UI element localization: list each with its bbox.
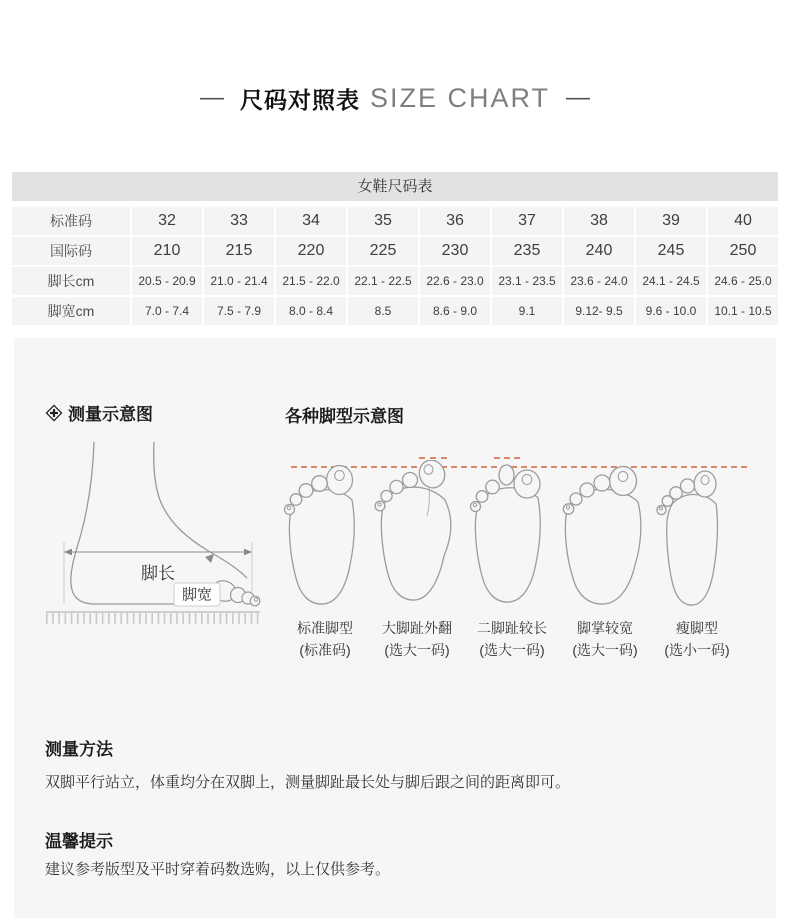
- diamond-plus-icon: [45, 404, 63, 422]
- table-cell: 32: [132, 207, 202, 235]
- table-cell: 240: [564, 237, 634, 265]
- foot-type-name: 标准脚型: [297, 620, 353, 636]
- row-label-standard-size: 标准码: [12, 207, 130, 235]
- table-cell: 8.6 - 9.0: [420, 297, 490, 325]
- foot-measurement-diagram: [38, 442, 268, 637]
- foot-type-name: 大脚趾外翻: [382, 620, 452, 636]
- foot-wide-illustration: [560, 464, 650, 614]
- method-body: 双脚平行站立，体重均分在双脚上，测量脚趾最长处与脚后跟之间的距离即可。: [45, 774, 571, 791]
- title-dash-right: —: [566, 84, 591, 111]
- foot-type-advice: (选小一码): [664, 642, 730, 658]
- foot-type-advice: (标准码): [299, 642, 351, 658]
- row-label-international-size: 国际码: [12, 237, 130, 265]
- overhang-dash-mark: [419, 457, 447, 459]
- table-cell: 35: [348, 207, 418, 235]
- table-cell: 7.5 - 7.9: [204, 297, 274, 325]
- measurement-section-heading: [45, 400, 153, 425]
- table-cell: 21.5 - 22.0: [276, 267, 346, 295]
- table-cell: 9.6 - 10.0: [636, 297, 706, 325]
- page-title: [0, 80, 790, 116]
- row-label-foot-width: 脚宽cm: [12, 297, 130, 325]
- table-cell: 24.6 - 25.0: [708, 267, 778, 295]
- table-cell: 40: [708, 207, 778, 235]
- foot-type-advice: (选大一码): [479, 642, 545, 658]
- table-cell: 34: [276, 207, 346, 235]
- table-cell: 38: [564, 207, 634, 235]
- table-cell: 9.12- 9.5: [564, 297, 634, 325]
- table-cell: 8.0 - 8.4: [276, 297, 346, 325]
- table-cell: 250: [708, 237, 778, 265]
- foot-length-label: 脚长: [141, 564, 175, 583]
- foot-standard-illustration: [281, 464, 371, 614]
- table-cell: 225: [348, 237, 418, 265]
- table-cell: 245: [636, 237, 706, 265]
- foot-type-name: 脚掌较宽: [577, 620, 633, 636]
- table-cell: 9.1: [492, 297, 562, 325]
- foot-thin-illustration: [652, 466, 742, 616]
- foot-type-advice: (选大一码): [572, 642, 638, 658]
- foot-types-section-heading: [285, 402, 404, 427]
- table-cell: 23.6 - 24.0: [564, 267, 634, 295]
- table-cell: 220: [276, 237, 346, 265]
- table-cell: 8.5: [348, 297, 418, 325]
- tips-body: 建议参考版型及平时穿着码数选购，以上仅供参考。: [45, 861, 391, 878]
- table-cell: 37: [492, 207, 562, 235]
- table-cell: 21.0 - 21.4: [204, 267, 274, 295]
- foot-type-name: 瘦脚型: [676, 620, 718, 636]
- table-cell: 24.1 - 24.5: [636, 267, 706, 295]
- foot-valgus-illustration: [372, 460, 462, 610]
- table-cell: 33: [204, 207, 274, 235]
- table-cell: 20.5 - 20.9: [132, 267, 202, 295]
- foot-type-advice: (选大一码): [384, 642, 450, 658]
- foot-type-name: 二脚趾较长: [477, 620, 547, 636]
- size-table: [12, 207, 778, 325]
- table-cell: 23.1 - 23.5: [492, 267, 562, 295]
- method-heading: 测量方法: [45, 740, 113, 759]
- table-cell: 210: [132, 237, 202, 265]
- foot-types-heading-text: 各种脚型示意图: [285, 407, 404, 426]
- table-cell: 235: [492, 237, 562, 265]
- table-caption: 女鞋尺码表: [12, 172, 778, 201]
- foot-width-label: 脚宽: [181, 586, 213, 604]
- table-cell: 22.1 - 22.5: [348, 267, 418, 295]
- table-cell: 22.6 - 23.0: [420, 267, 490, 295]
- foot-type-label: [637, 617, 757, 661]
- overhang-dash-mark: [494, 457, 520, 459]
- table-cell: 230: [420, 237, 490, 265]
- title-chinese: 尺码对照表: [239, 86, 360, 113]
- title-english: SIZE CHART: [369, 82, 551, 113]
- table-cell: 39: [636, 207, 706, 235]
- table-cell: 36: [420, 207, 490, 235]
- table-cell: 215: [204, 237, 274, 265]
- measurement-heading-text: 测量示意图: [68, 405, 153, 424]
- tips-heading: 温馨提示: [45, 832, 113, 851]
- row-label-foot-length: 脚长cm: [12, 267, 130, 295]
- table-cell: 10.1 - 10.5: [708, 297, 778, 325]
- table-cell: 7.0 - 7.4: [132, 297, 202, 325]
- foot-long-second-toe-illustration: [467, 462, 557, 612]
- title-dash-left: —: [199, 84, 224, 111]
